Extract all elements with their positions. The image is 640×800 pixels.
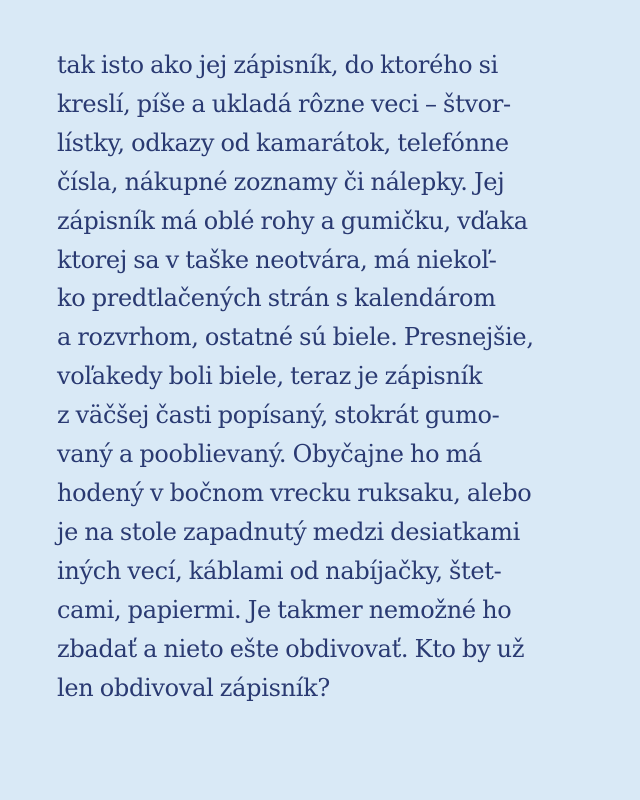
text-line-8: a rozvrhom, ostatné sú biele. Presnejšie, <box>57 323 534 352</box>
text-line-2: kreslí, píše a ukladá rôzne veci – štvor- <box>57 89 511 118</box>
text-line-15: cami, papiermi. Je takmer nemožné ho <box>57 595 512 624</box>
text-line-6: ktorej sa v taške neotvára, má niekoľ- <box>57 245 497 274</box>
text-line-16: zbadať a nieto ešte obdivovať. Kto by už <box>57 634 525 663</box>
text-line-7: ko predtlačených strán s kalendárom <box>57 284 496 313</box>
text-line-17: len obdivoval zápisník? <box>57 673 330 702</box>
text-line-13: je na stole zapadnutý medzi desiatkami <box>57 517 520 546</box>
text-line-3: lístky, odkazy od kamarátok, telefónne <box>57 128 509 157</box>
text-line-1: tak isto ako jej zápisník, do ktorého si <box>57 51 499 79</box>
text-line-9: voľakedy boli biele, teraz je zápisník <box>57 362 483 391</box>
body-paragraph <box>57 46 600 707</box>
text-line-5: zápisník má oblé rohy a gumičku, vďaka <box>57 206 528 235</box>
text-line-10: z väčšej časti popísaný, stokrát gumo- <box>57 401 500 430</box>
text-line-12: hodený v bočnom vrecku ruksaku, alebo <box>57 478 532 507</box>
text-line-4: čísla, nákupné zoznamy či nálepky. Jej <box>57 167 505 196</box>
text-line-14: iných vecí, káblami od nabíjačky, štet- <box>57 556 502 585</box>
text-line-11: vaný a pooblievaný. Obyčajne ho má <box>57 440 483 469</box>
